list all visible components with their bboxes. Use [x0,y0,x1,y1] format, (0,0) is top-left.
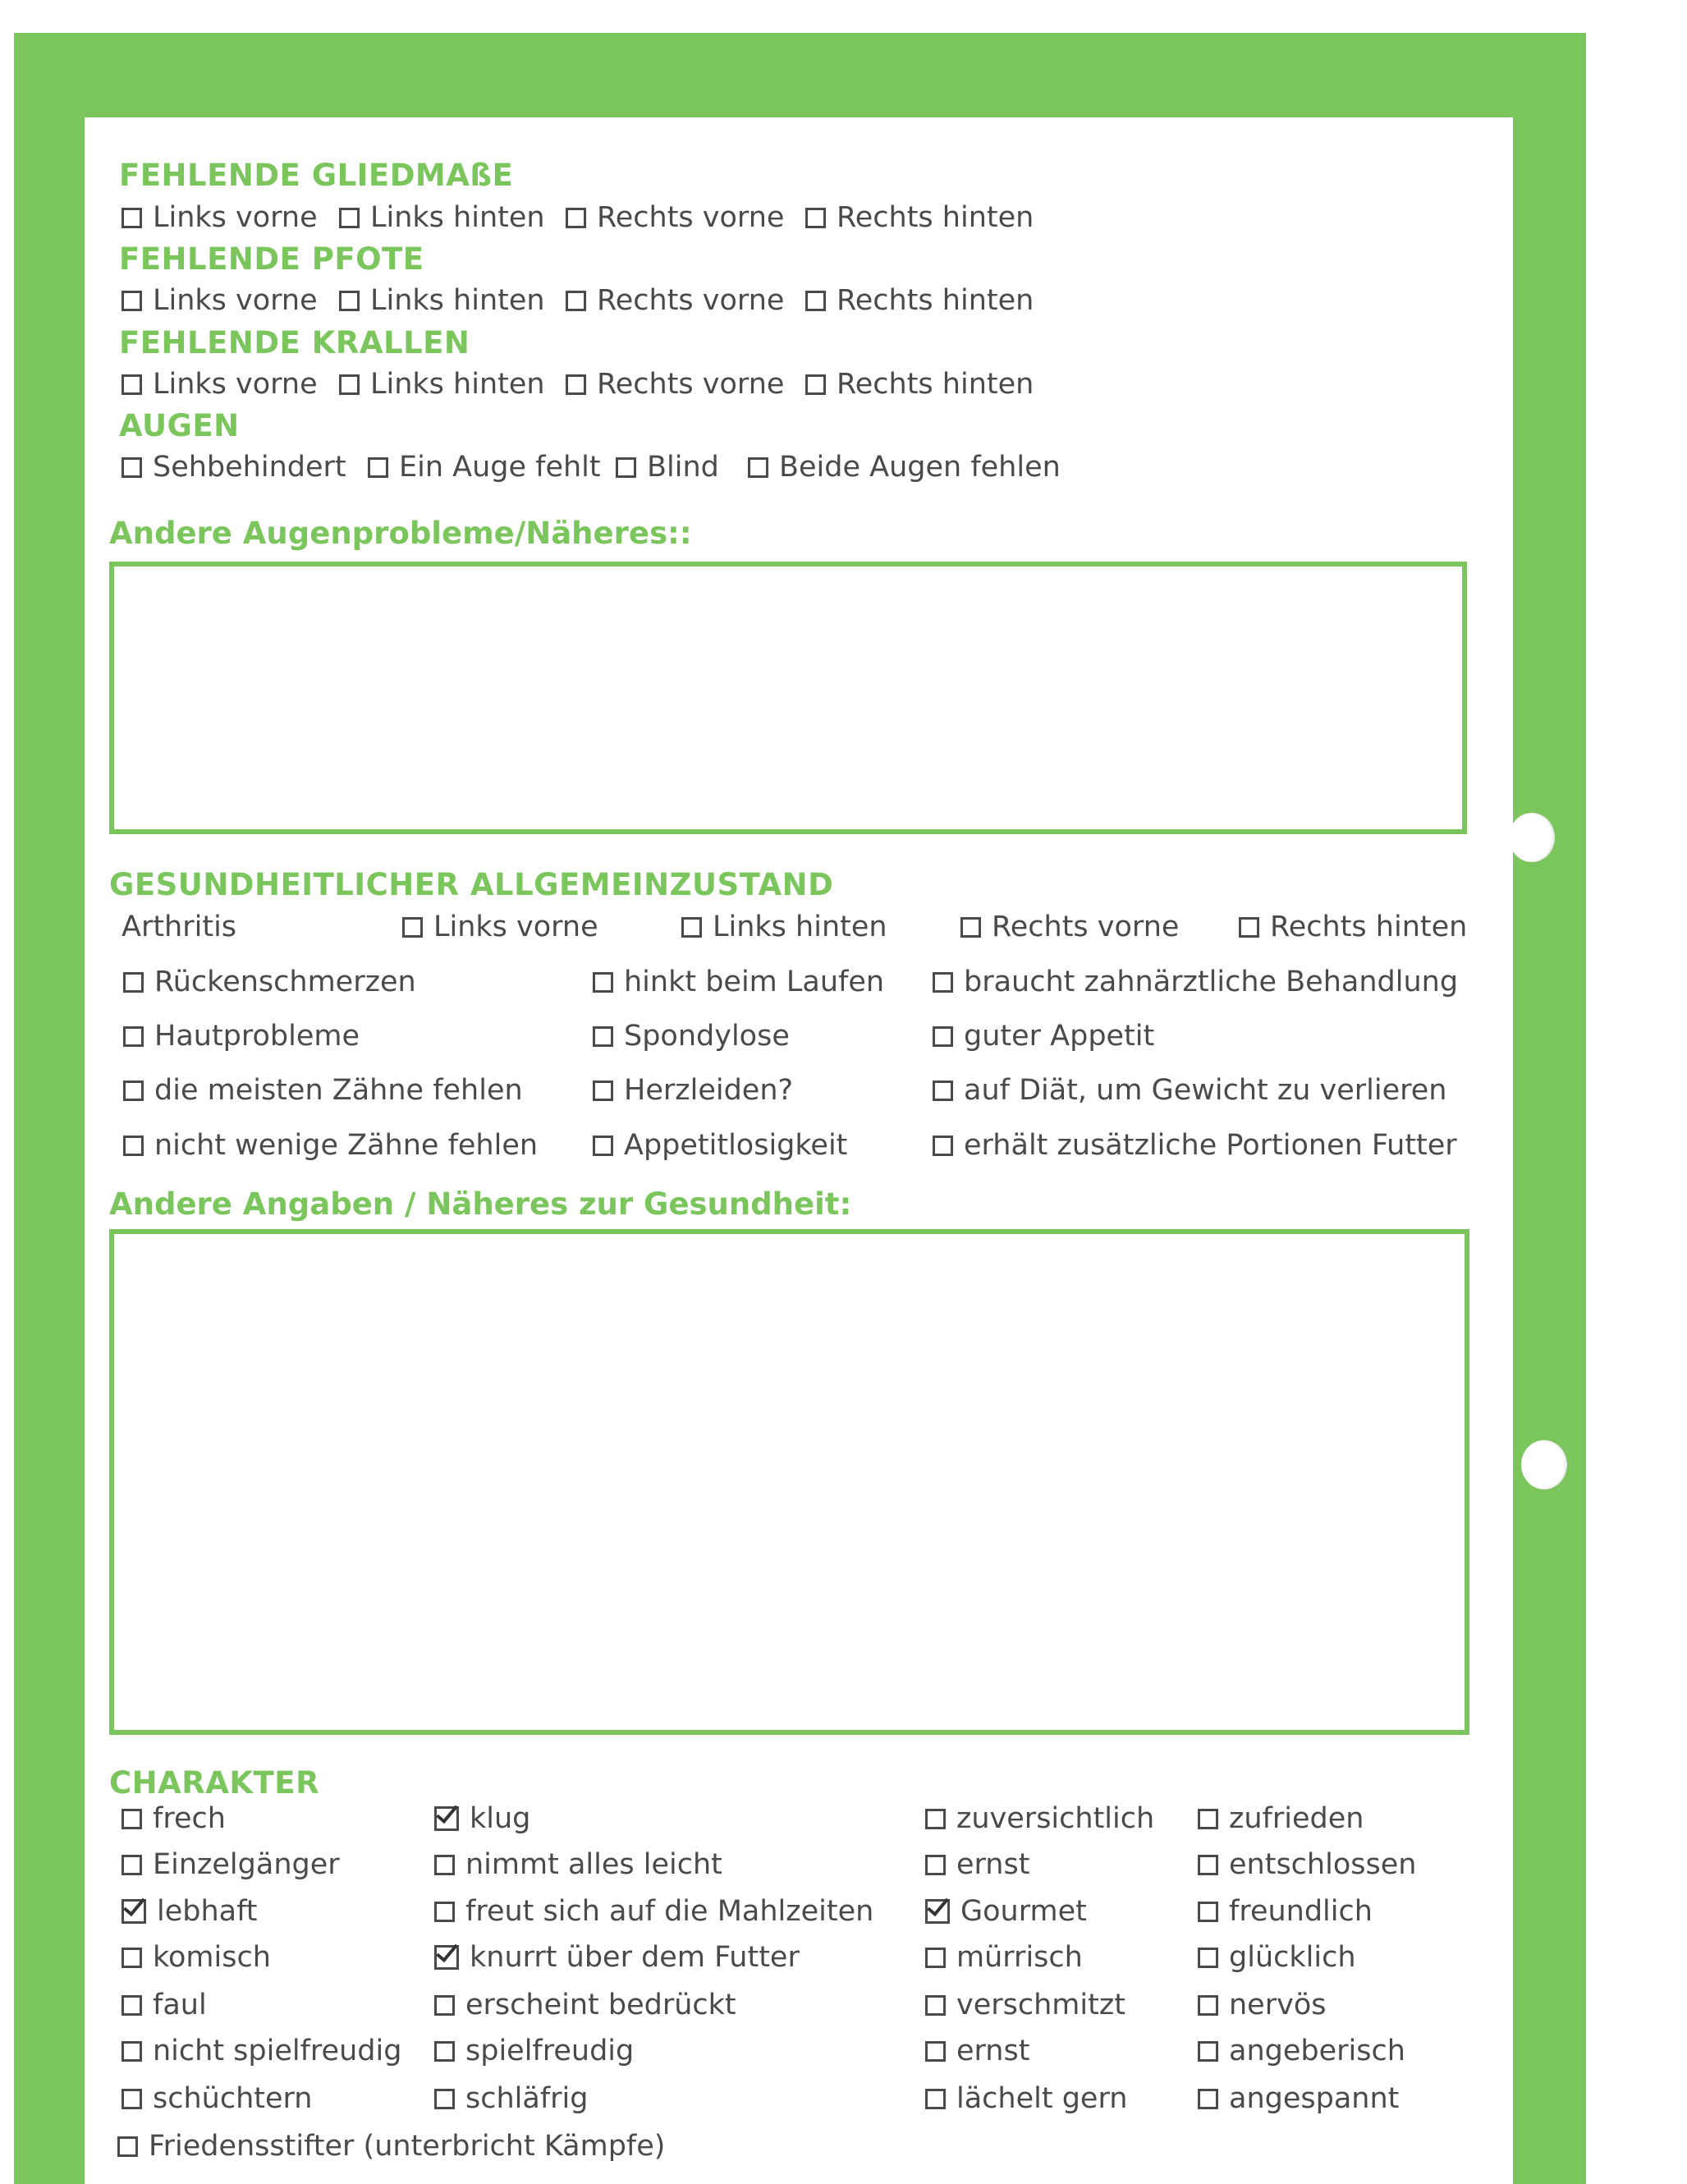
option-label: Appetitlosigkeit [624,1129,848,1162]
checkbox-gourmet[interactable] [925,1893,1087,1929]
section-title-character: CHARAKTER [109,1765,320,1801]
checkbox-icon[interactable] [805,291,826,311]
checkbox-checked-icon[interactable] [121,1899,146,1924]
checkbox-icon[interactable] [960,917,981,938]
checkbox-icon[interactable] [434,1902,455,1922]
checkbox-icon[interactable] [933,1136,953,1156]
checkbox-checked-icon[interactable] [925,1899,950,1924]
option-label: knurrt über dem Futter [470,1941,800,1974]
checkbox-paw-links-vorne[interactable] [121,282,318,319]
checkbox-zusaetzliche-portionen[interactable] [933,1127,1457,1163]
option-label: guter Appetit [964,1020,1155,1053]
checkbox-icon[interactable] [593,972,613,993]
checkbox-arthritis-links-vorne[interactable] [402,909,598,945]
checkbox-zahnaerztliche-behandlung[interactable] [933,964,1458,1000]
option-label: Rechts hinten [837,368,1034,401]
checkbox-icon[interactable] [121,2089,142,2109]
checkbox-icon[interactable] [805,208,826,228]
section-title-eyes: AUGEN [119,408,240,443]
checkbox-icon[interactable] [593,1136,613,1156]
checkbox-hinkt-beim-laufen[interactable] [593,964,884,1000]
checkbox-angespannt[interactable] [1198,2081,1399,2117]
checkbox-limbs-rechts-vorne[interactable] [566,200,784,236]
option-label: klug [470,1802,531,1835]
checkbox-icon[interactable] [925,1809,946,1829]
checkbox-paw-rechts-vorne[interactable] [566,282,784,319]
option-label: Rechts hinten [837,284,1034,317]
checkbox-checked-icon[interactable] [434,1945,459,1970]
option-label: mürrisch [956,1941,1083,1974]
checkbox-claws-rechts-vorne[interactable] [566,366,784,402]
checkbox-icon[interactable] [566,374,586,395]
arthritis-label: Arthritis [121,911,237,943]
checkbox-entschlossen[interactable] [1198,1847,1416,1883]
section-title-general-health: GESUNDHEITLICHER ALLGEMEINZUSTAND [109,867,834,902]
checkbox-icon[interactable] [681,917,702,938]
checkbox-muerrisch[interactable] [925,1939,1083,1975]
checkbox-claws-links-hinten[interactable] [339,366,545,402]
checkbox-icon[interactable] [121,1809,142,1829]
checkbox-icon[interactable] [368,457,388,478]
checkbox-limbs-links-vorne[interactable] [121,200,318,236]
checkbox-icon[interactable] [933,1026,953,1047]
checkbox-arthritis-rechts-hinten[interactable] [1239,909,1467,945]
eye-notes-label: Andere Augenprobleme/Näheres:: [109,516,692,551]
option-label: Ein Auge fehlt [399,451,601,484]
option-label: Hautprobleme [154,1020,360,1053]
checkbox-spielfreudig[interactable] [434,2033,634,2069]
option-label: Rechts hinten [837,201,1034,234]
option-label: Links hinten [713,911,887,943]
checkbox-icon[interactable] [925,1855,946,1875]
checkbox-icon[interactable] [339,374,360,395]
checkbox-appetitlosigkeit[interactable] [593,1127,847,1163]
checkbox-verschmitzt[interactable] [925,1987,1125,2023]
checkbox-icon[interactable] [339,291,360,311]
checkbox-guter-appetit[interactable] [933,1018,1154,1054]
checkbox-claws-rechts-hinten[interactable] [805,366,1034,402]
option-label: freundlich [1229,1895,1373,1928]
option-label: auf Diät, um Gewicht zu verlieren [964,1074,1447,1107]
option-label: Links hinten [370,368,545,401]
option-label: erscheint bedrückt [465,1989,736,2021]
checkbox-icon[interactable] [121,1948,142,1968]
option-label: Links hinten [370,201,545,234]
option-label: Friedensstifter (unterbricht Kämpfe) [149,2130,666,2163]
option-label: ernst [956,1848,1030,1881]
checkbox-frech[interactable] [121,1801,226,1837]
checkbox-icon[interactable] [805,374,826,395]
checkbox-icon[interactable] [123,1136,144,1156]
option-label: Links vorne [153,368,318,401]
option-label: Rechts vorne [992,911,1180,943]
checkbox-schuechtern[interactable] [121,2081,312,2117]
checkbox-icon[interactable] [121,1995,142,2016]
checkbox-icon[interactable] [748,457,768,478]
checkbox-icon[interactable] [434,1855,455,1875]
checkbox-hautprobleme[interactable] [123,1018,360,1054]
option-label: zufrieden [1229,1802,1364,1835]
checkbox-icon[interactable] [933,1081,953,1101]
checkbox-icon[interactable] [925,2089,946,2109]
checkbox-icon[interactable] [1198,1995,1218,2016]
checkbox-icon[interactable] [123,972,144,993]
checkbox-icon[interactable] [1198,1902,1218,1922]
option-label: angeberisch [1229,2035,1405,2067]
checkbox-icon[interactable] [1198,2041,1218,2062]
checkbox-icon[interactable] [402,917,423,938]
checkbox-icon[interactable] [121,374,142,395]
checkbox-icon[interactable] [925,2041,946,2062]
checkbox-eyes-sehbehindert[interactable] [121,449,346,485]
checkbox-nervoes[interactable] [1198,1987,1326,2023]
checkbox-icon[interactable] [121,291,142,311]
checkbox-meisten-zaehne-fehlen[interactable] [123,1072,523,1108]
option-label: Einzelgänger [153,1848,340,1881]
option-label: Gourmet [960,1895,1087,1928]
health-notes-field[interactable] [109,1229,1469,1735]
option-label: nicht wenige Zähne fehlen [154,1129,539,1162]
option-label: erhält zusätzliche Portionen Futter [964,1129,1457,1162]
option-label: nimmt alles leicht [465,1848,722,1881]
checkbox-icon[interactable] [121,457,142,478]
checkbox-limbs-links-hinten[interactable] [339,200,545,236]
checkbox-icon[interactable] [121,208,142,228]
checkbox-eyes-beide-augen-fehlen[interactable] [748,449,1061,485]
checkbox-wenige-zaehne-fehlen[interactable] [123,1127,538,1163]
checkbox-icon[interactable] [1198,1809,1218,1829]
option-label: Links vorne [153,201,318,234]
checkbox-rueckenschmerzen[interactable] [123,964,416,1000]
checkbox-icon[interactable] [434,2041,455,2062]
checkbox-schlaefrig[interactable] [434,2081,589,2117]
option-label: ernst [956,2035,1030,2067]
option-label: Herzleiden? [624,1074,794,1107]
checkbox-icon[interactable] [1239,917,1259,938]
checkbox-angeberisch[interactable] [1198,2033,1405,2069]
checkbox-checked-icon[interactable] [434,1806,459,1831]
checkbox-knurrt-ueber-futter[interactable] [434,1939,800,1975]
checkbox-paw-rechts-hinten[interactable] [805,282,1034,319]
option-label: spielfreudig [465,2035,635,2067]
checkbox-icon[interactable] [117,2136,138,2157]
checkbox-icon[interactable] [616,457,636,478]
checkbox-claws-links-vorne[interactable] [121,366,318,402]
checkbox-klug[interactable] [434,1801,530,1837]
checkbox-spondylose[interactable] [593,1018,790,1054]
checkbox-einzelgaenger[interactable] [121,1847,340,1883]
option-label: verschmitzt [956,1989,1125,2021]
checkbox-eyes-blind[interactable] [616,449,719,485]
option-label: Beide Augen fehlen [779,451,1061,484]
option-label: hinkt beim Laufen [624,966,885,998]
option-label: angespannt [1229,2082,1400,2115]
checkbox-icon[interactable] [121,2041,142,2062]
option-label: Spondylose [624,1020,790,1053]
option-label: schläfrig [465,2082,589,2115]
checkbox-friedensstifter[interactable] [117,2128,665,2164]
checkbox-icon[interactable] [1198,1855,1218,1875]
section-title-missing-claws: FEHLENDE KRALLEN [119,325,470,360]
checkbox-icon[interactable] [593,1081,613,1101]
checkbox-icon[interactable] [566,291,586,311]
checkbox-icon[interactable] [121,1855,142,1875]
checkbox-komisch[interactable] [121,1939,271,1975]
checkbox-limbs-rechts-hinten[interactable] [805,200,1034,236]
option-label: komisch [153,1941,271,1974]
option-label: Rechts vorne [597,368,785,401]
option-label: lebhaft [157,1895,258,1928]
eye-notes-field[interactable] [109,562,1467,834]
punch-hole-top [1509,813,1555,862]
checkbox-icon[interactable] [339,208,360,228]
option-label: lächelt gern [956,2082,1128,2115]
option-label: Rechts vorne [597,201,785,234]
option-label: freut sich auf die Mahlzeiten [465,1895,874,1928]
option-label: Links vorne [433,911,598,943]
checkbox-erscheint-bedrueckt[interactable] [434,1987,736,2023]
checkbox-icon[interactable] [925,1948,946,1968]
option-label: Rechts vorne [597,284,785,317]
checkbox-zufrieden[interactable] [1198,1801,1364,1837]
checkbox-herzleiden[interactable] [593,1072,793,1108]
checkbox-icon[interactable] [1198,2089,1218,2109]
section-title-missing-limbs: FEHLENDE GLIEDMAßE [119,158,514,193]
option-label: Rechts hinten [1270,911,1468,943]
checkbox-ernst-2[interactable] [925,2033,1029,2069]
checkbox-nicht-spielfreudig[interactable] [121,2033,401,2069]
checkbox-nimmt-alles-leicht[interactable] [434,1847,722,1883]
checkbox-paw-links-hinten[interactable] [339,282,545,319]
checkbox-eyes-ein-auge-fehlt[interactable] [368,449,601,485]
option-label: schüchtern [153,2082,313,2115]
section-title-missing-paw: FEHLENDE PFOTE [119,241,424,277]
option-label: zuversichtlich [956,1802,1155,1835]
checkbox-icon[interactable] [925,1995,946,2016]
option-label: Links vorne [153,284,318,317]
option-label: nervös [1229,1989,1327,2021]
health-notes-label: Andere Angaben / Näheres zur Gesundheit: [109,1186,852,1222]
option-label: faul [153,1989,207,2021]
option-label: glücklich [1229,1941,1356,1974]
option-label: braucht zahnärztliche Behandlung [964,966,1459,998]
punch-hole-bottom [1521,1440,1567,1489]
option-label: Sehbehindert [153,451,346,484]
checkbox-freundlich[interactable] [1198,1893,1373,1929]
checkbox-auf-diaet[interactable] [933,1072,1447,1108]
option-label: entschlossen [1229,1848,1417,1881]
option-label: Blind [647,451,719,484]
checkbox-icon[interactable] [123,1081,144,1101]
checkbox-lebhaft[interactable] [121,1893,258,1929]
checkbox-ernst-1[interactable] [925,1847,1029,1883]
checkbox-faul[interactable] [121,1987,207,2023]
option-label: Rückenschmerzen [154,966,416,998]
checkbox-icon[interactable] [933,972,953,993]
checkbox-freut-sich-auf-mahlzeiten[interactable] [434,1893,873,1929]
checkbox-icon[interactable] [566,208,586,228]
checkbox-gluecklich[interactable] [1198,1939,1356,1975]
checkbox-icon[interactable] [434,2089,455,2109]
checkbox-icon[interactable] [1198,1948,1218,1968]
option-label: nicht spielfreudig [153,2035,402,2067]
option-label: die meisten Zähne fehlen [154,1074,523,1107]
checkbox-arthritis-rechts-vorne[interactable] [960,909,1179,945]
checkbox-icon[interactable] [593,1026,613,1047]
checkbox-arthritis-links-hinten[interactable] [681,909,887,945]
checkbox-icon[interactable] [123,1026,144,1047]
checkbox-zuversichtlich[interactable] [925,1801,1154,1837]
option-label: Links hinten [370,284,545,317]
checkbox-icon[interactable] [434,1995,455,2016]
option-label: frech [153,1802,226,1835]
checkbox-laechelt-gern[interactable] [925,2081,1127,2117]
